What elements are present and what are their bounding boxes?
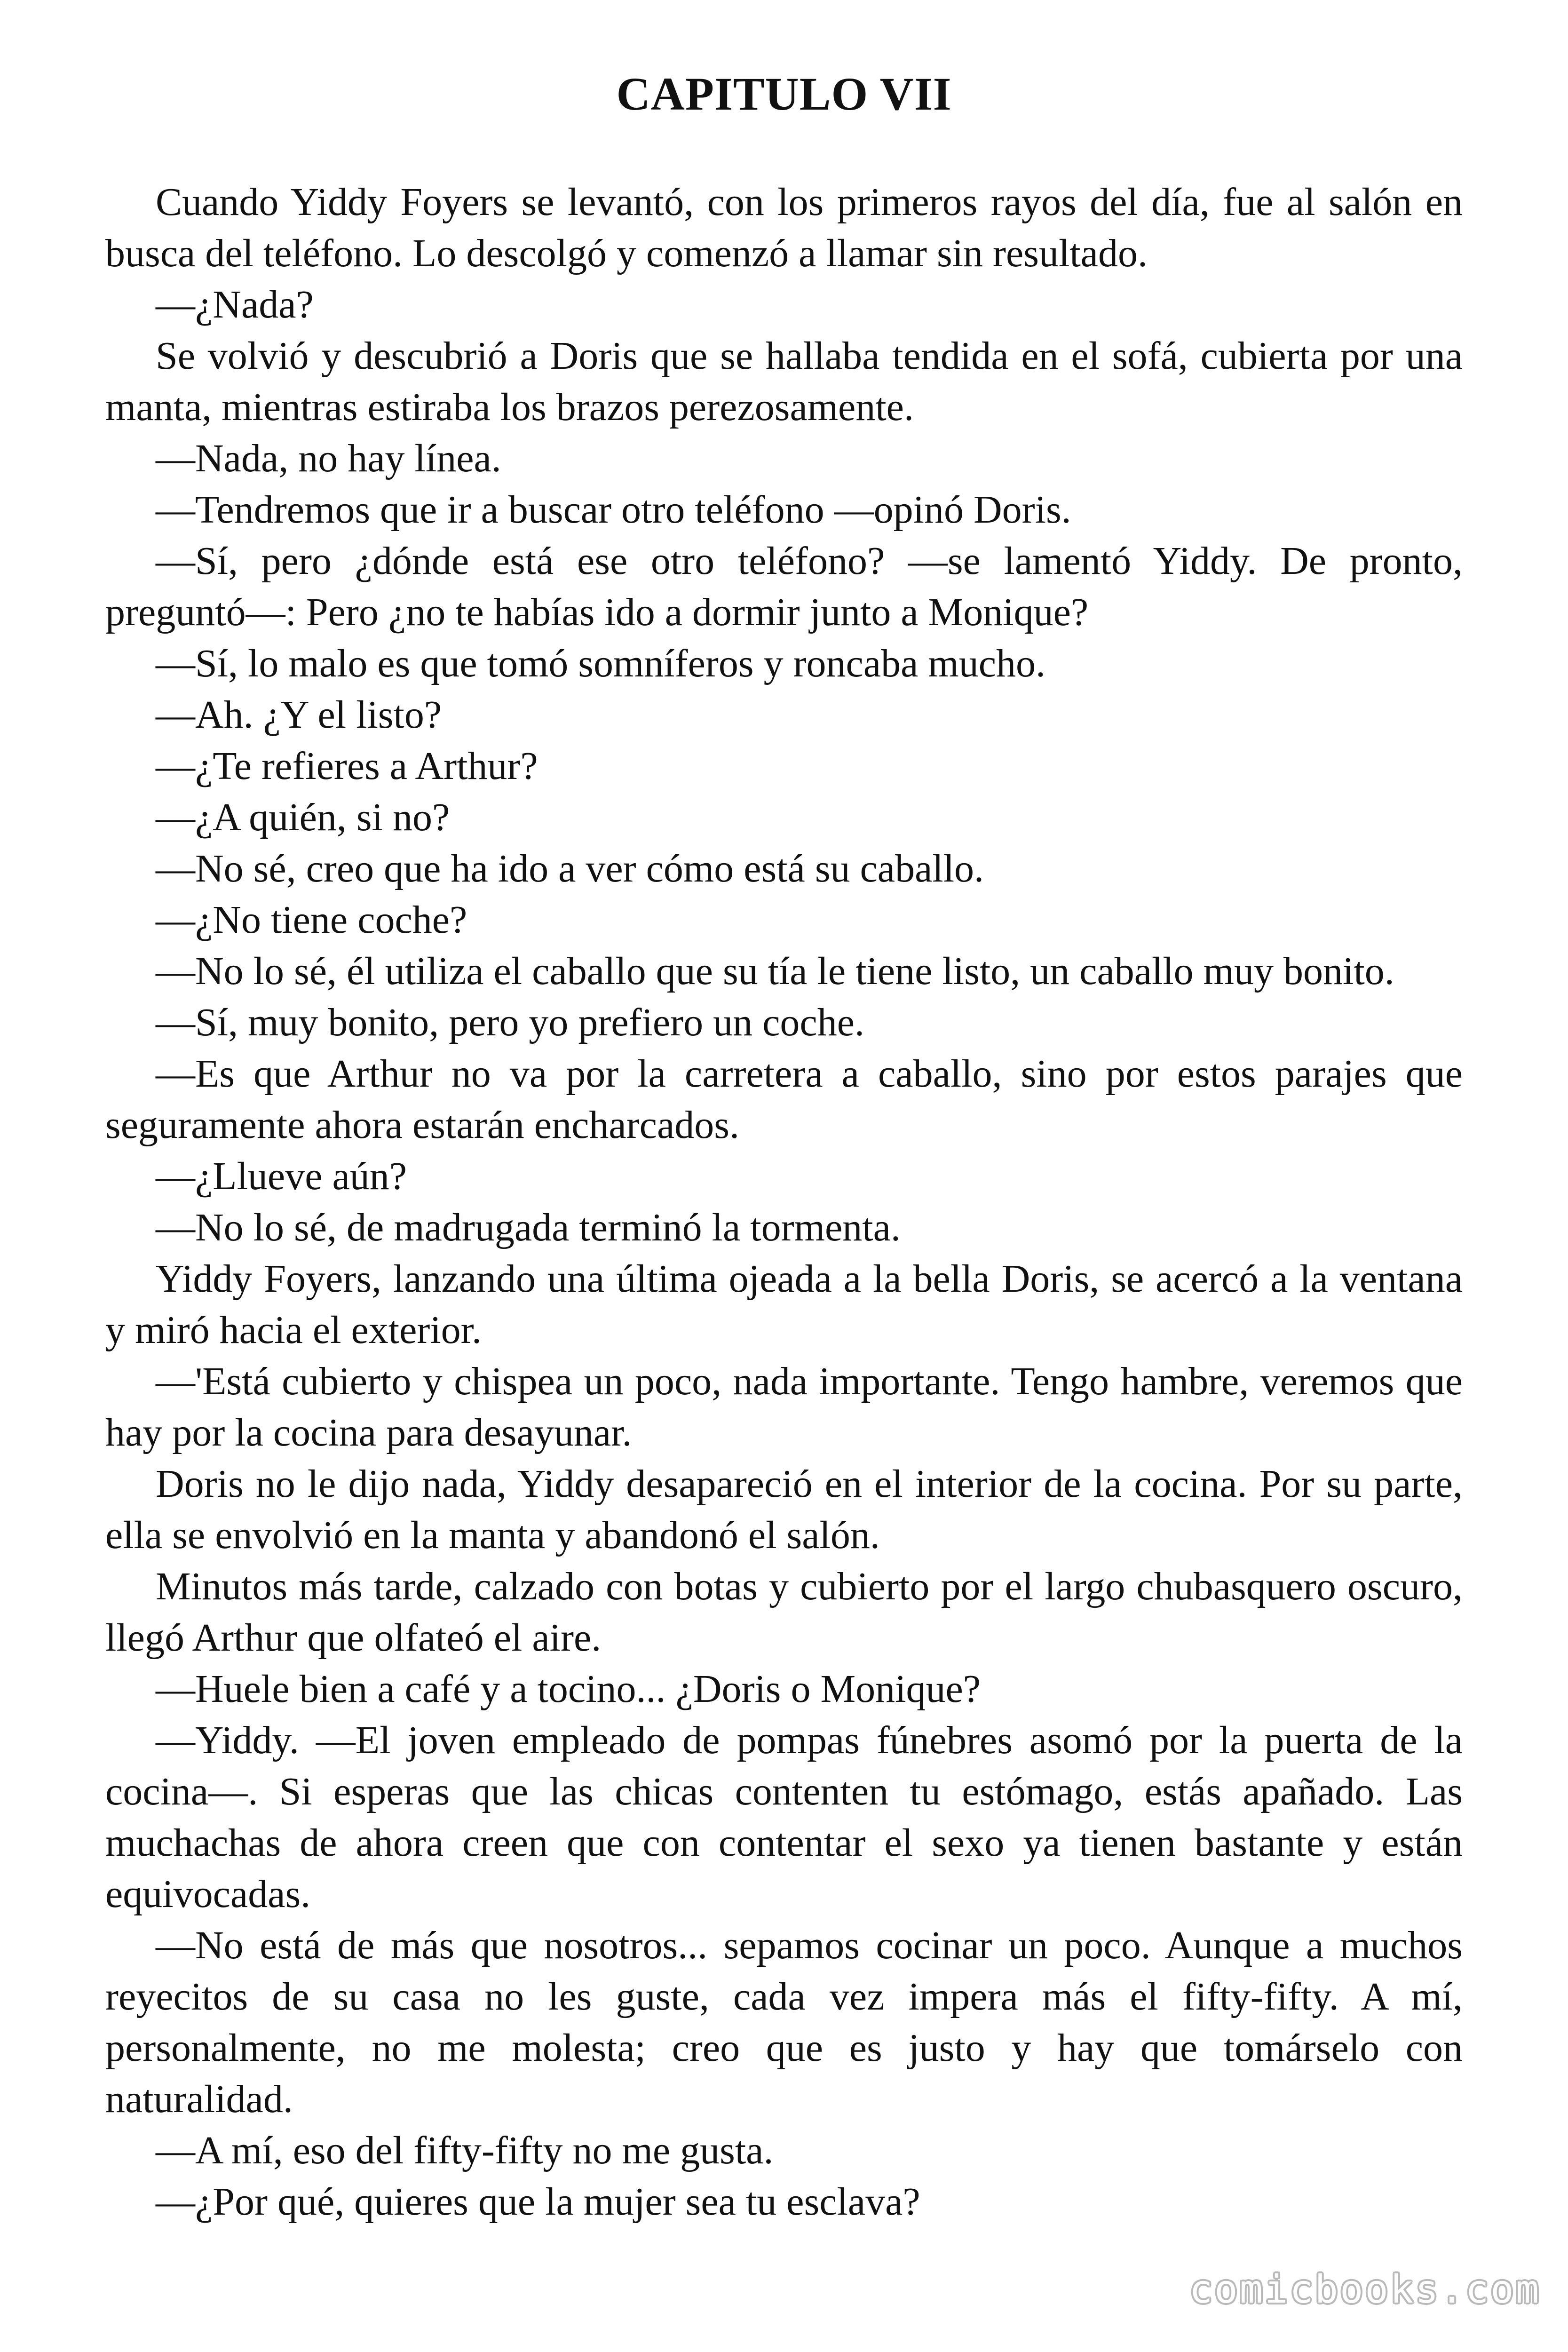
paragraph: —¿No tiene coche?	[156, 898, 467, 942]
paragraph: Doris no le dijo nada, Yiddy desapareció en el interior de la cocina. Por su parte, ella se envolvió en la manta y abandonó el salón.	[105, 1462, 1463, 1557]
watermark: comicbooks.com	[1189, 2267, 1541, 2312]
paragraph: —Tendremos que ir a buscar otro teléfono —opinó Doris.	[156, 488, 1071, 532]
paragraph: Minutos más tarde, calzado con botas y cubierto por el largo chubasquero oscuro, llegó Arthur que olfateó el aire.	[105, 1565, 1463, 1660]
paragraph: —¿Nada?	[156, 283, 314, 326]
paragraph: —No está de más que nosotros... sepamos cocinar un poco. Aunque a muchos reyecitos de su casa no les guste, cada vez impera más el fifty-fifty. A mí, personalmente, no me molesta; creo que es justo y hay que tomárselo con naturalidad.	[105, 1923, 1463, 2121]
paragraph: —No lo sé, de madrugada terminó la tormenta.	[156, 1206, 901, 1249]
paragraph: —¿A quién, si no?	[156, 795, 450, 839]
chapter-text	[105, 176, 1463, 2227]
paragraph: —'Está cubierto y chispea un poco, nada importante. Tengo hambre, veremos que hay por la cocina para desayunar.	[105, 1359, 1463, 1454]
paragraph: —Yiddy. —El joven empleado de pompas fúnebres asomó por la puerta de la cocina—. Si esperas que las chicas contenten tu estómago, estás apañado. Las muchachas de ahora creen que con contentar el sexo ya tienen bastante y están equivocadas.	[105, 1718, 1463, 1916]
paragraph: Yiddy Foyers, lanzando una última ojeada a la bella Doris, se acercó a la ventana y miró hacia el exterior.	[105, 1257, 1463, 1352]
paragraph: Cuando Yiddy Foyers se levantó, con los primeros rayos del día, fue al salón en busca del teléfono. Lo descolgó y comenzó a llamar sin resultado.	[105, 180, 1463, 275]
paragraph: —Sí, pero ¿dónde está ese otro teléfono? —se lamentó Yiddy. De pronto, preguntó—: Pero ¿no te habías ido a dormir junto a Monique?	[105, 539, 1463, 634]
paragraph: —No lo sé, él utiliza el caballo que su tía le tiene listo, un caballo muy bonito.	[156, 949, 1394, 993]
paragraph: —Huele bien a café y a tocino... ¿Doris o Monique?	[156, 1667, 981, 1711]
paragraph: —Nada, no hay línea.	[156, 437, 501, 480]
paragraph: —Ah. ¿Y el listo?	[156, 693, 442, 737]
paragraph: —Sí, muy bonito, pero yo prefiero un coche.	[156, 1001, 864, 1044]
paragraph: —¿Por qué, quieres que la mujer sea tu esclava?	[156, 2180, 920, 2224]
paragraph: —Sí, lo malo es que tomó somníferos y roncaba mucho.	[156, 642, 1046, 685]
paragraph: —¿Te refieres a Arthur?	[156, 744, 538, 788]
paragraph: —No sé, creo que ha ido a ver cómo está su caballo.	[156, 847, 984, 890]
paragraph: —Es que Arthur no va por la carretera a caballo, sino por estos parajes que seguramente ahora estarán encharcados.	[105, 1052, 1463, 1147]
chapter-title: CAPITULO VII	[616, 68, 952, 120]
paragraph: —¿Llueve aún?	[156, 1154, 407, 1198]
paragraph: Se volvió y descubrió a Doris que se hallaba tendida en el sofá, cubierta por una manta, mientras estiraba los brazos perezosamente.	[105, 334, 1463, 429]
paragraph: —A mí, eso del fifty-fifty no me gusta.	[156, 2129, 774, 2172]
